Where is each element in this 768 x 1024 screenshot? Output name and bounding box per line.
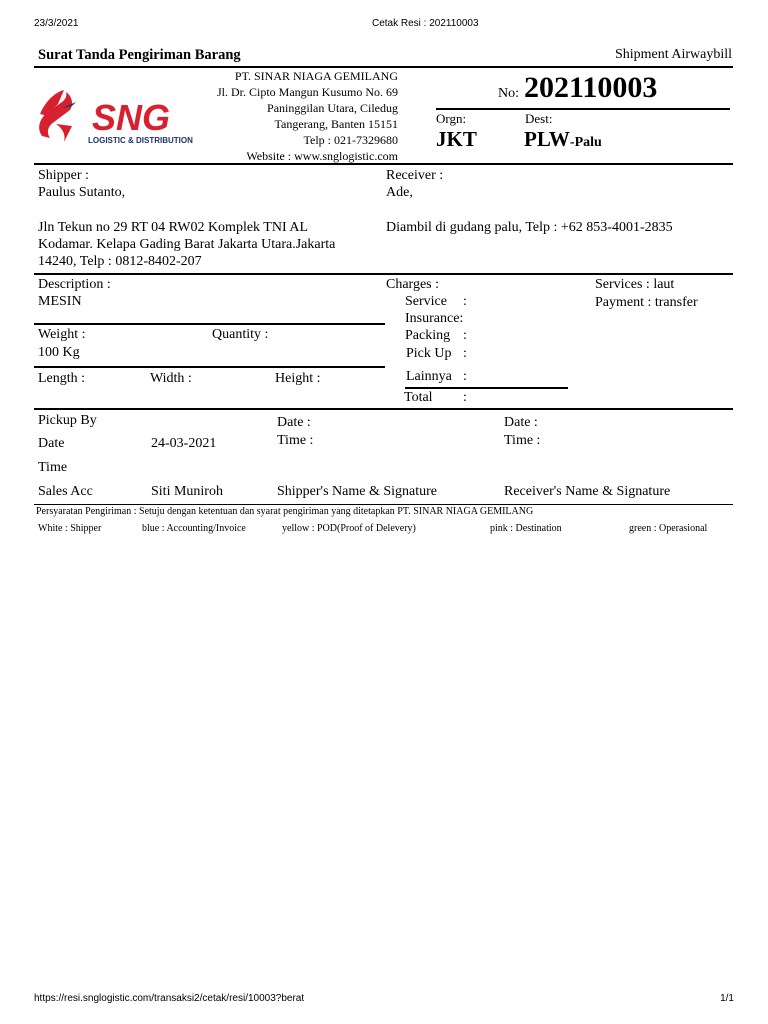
copy-blue: blue : Accounting/Invoice [142,523,246,534]
receiver-label: Receiver : [386,168,444,183]
receiver-address: Diambil di gudang palu, Telp : +62 853-4001-2835 [386,220,673,235]
divider [34,273,733,275]
destination-code-value: PLW [524,127,570,151]
sales-acc-label: Sales Acc [38,484,93,499]
print-url: https://resi.snglogistic.com/transaksi2/cetak/resi/10003?berat [34,993,305,1004]
print-page-number: 1/1 [720,993,734,1004]
company-phone: Telp : 021-7329680 [303,133,398,147]
pickup-date-value: 24-03-2021 [151,436,217,451]
shipper-address-line: Kodamar. Kelapa Gading Barat Jakarta Utara.Jakarta [38,237,336,252]
shipper-sign-time-label: Time : [277,433,314,448]
shipper-block [38,167,335,270]
shipper-label: Shipper : [38,168,89,183]
charge-lainnya-label: Lainnya [406,369,452,384]
sng-logo-mark-icon [36,86,204,148]
origin-label: Orgn: [436,111,467,126]
pickup-time-label: Time [38,460,68,475]
awb-number: 202110003 [524,71,658,104]
charge-colon: : [463,328,467,343]
company-address-line: Tangerang, Banten 15151 [274,117,398,131]
svg-text:SNG: SNG [92,97,171,138]
divider [34,366,385,368]
charge-service-label: Service [405,294,447,309]
receiver-block [386,167,673,236]
receiver-sign-time-label: Time : [504,433,541,448]
destination-city: -Palu [569,135,602,150]
shipper-sign-date-label: Date : [277,415,311,430]
company-website: Website : www.snglogistic.com [246,149,398,163]
svg-text:LOGISTIC & DISTRIBUTION: LOGISTIC & DISTRIBUTION [88,136,193,145]
divider [34,323,385,325]
length-label: Length : [38,371,86,386]
divider [34,408,733,410]
company-info [200,68,398,164]
receiver-sign-date-label: Date : [504,415,538,430]
width-label: Width : [150,371,192,386]
charges-label: Charges : [386,277,440,292]
document-subtitle: Shipment Airwaybill [614,47,732,62]
divider [34,504,733,505]
weight-value: 100 Kg [38,345,80,360]
receiver-name: Ade, [386,185,413,200]
charge-total-label: Total [404,390,433,405]
sales-acc-value: Siti Muniroh [151,484,223,499]
shipper-address-line: 14240, Telp : 0812-8402-207 [38,254,202,269]
charge-colon: : [463,346,467,361]
charge-colon: : [463,369,467,384]
pickup-by-label: Pickup By [38,413,97,428]
company-address-line: Paninggilan Utara, Ciledug [267,101,398,115]
charge-colon: : [463,390,467,405]
weight-label: Weight : [38,327,86,342]
quantity-label: Quantity : [212,327,269,342]
sng-logo [36,86,204,148]
description-label: Description : [38,277,111,292]
charge-insurance-label: Insurance: [405,311,464,326]
divider [436,108,730,110]
copy-pink: pink : Destination [490,523,562,534]
receiver-signature-label: Receiver's Name & Signature [504,484,671,499]
print-title: Cetak Resi : 202110003 [372,18,479,29]
description-value: MESIN [38,294,82,309]
shipper-name: Paulus Sutanto, [38,185,126,200]
charge-colon: : [463,294,467,309]
print-date: 23/3/2021 [34,18,79,29]
awb-number-label: No: [498,86,519,101]
pickup-date-label: Date [38,436,65,451]
copy-white: White : Shipper [38,523,102,534]
divider [405,387,568,389]
charge-packing-label: Packing [405,328,451,343]
terms-text: Persyaratan Pengiriman : Setuju dengan ketentuan dan syarat pengiriman yang ditetapkan PT. SINAR NIAGA GEMILANG [36,506,534,517]
document-title: Surat Tanda Pengiriman Barang [38,47,241,63]
destination-code [524,127,602,152]
height-label: Height : [275,371,321,386]
destination-label: Dest: [525,111,553,126]
copy-yellow: yellow : POD(Proof of Delevery) [282,523,416,534]
shipper-signature-label: Shipper's Name & Signature [277,484,437,499]
company-name: PT. SINAR NIAGA GEMILANG [234,69,398,83]
origin-code: JKT [436,127,477,151]
divider [34,163,733,165]
charge-pickup-label: Pick Up [406,346,452,361]
services-line: Services : laut [595,277,675,292]
shipper-address-line: Jln Tekun no 29 RT 04 RW02 Komplek TNI AL [38,220,309,235]
company-address-line: Jl. Dr. Cipto Mangun Kusumo No. 69 [216,85,398,99]
copy-green: green : Operasional [629,523,708,534]
payment-line: Payment : transfer [595,295,698,310]
